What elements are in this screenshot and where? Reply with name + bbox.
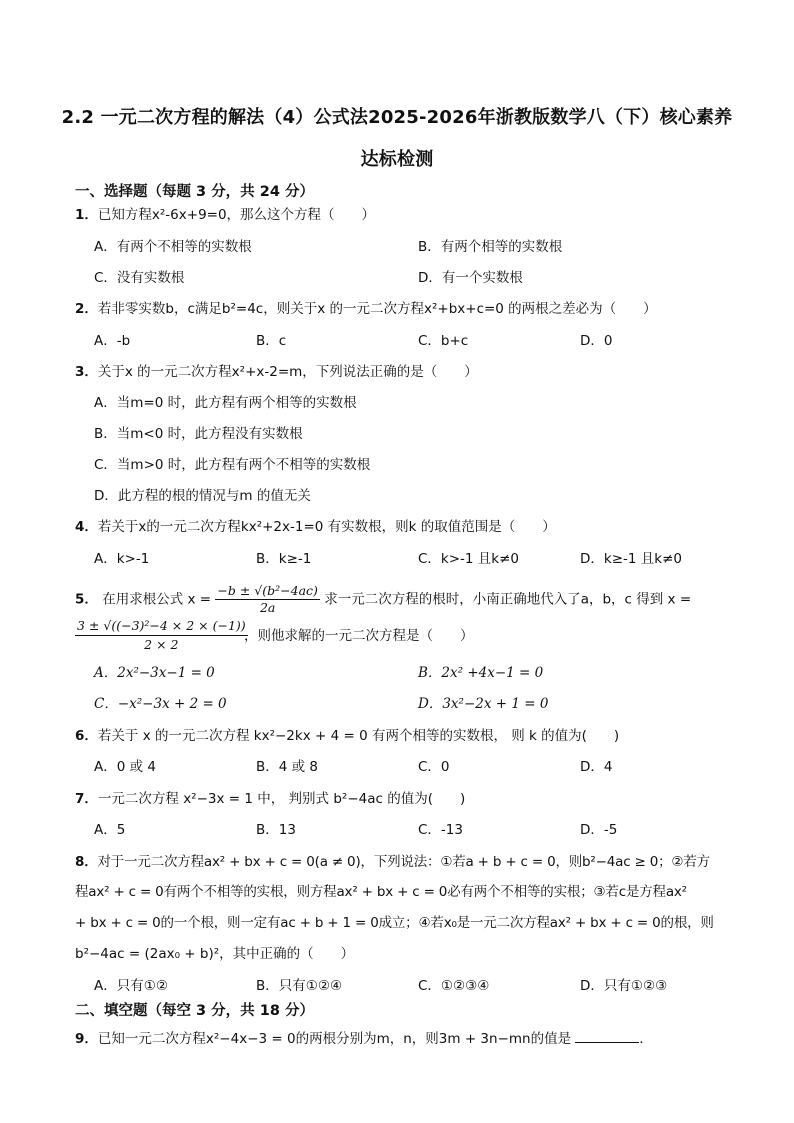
question-9 (75, 1028, 735, 1049)
substituted-denominator: 2 × 2 (144, 637, 179, 652)
q6-option-c: C．0 (418, 759, 450, 775)
question-number: 3． (75, 364, 98, 380)
q5-option-a: A．2x²−3x−1 = 0 (94, 665, 215, 681)
question-8 (75, 852, 735, 872)
page-title-line2: 达标检测 (360, 149, 434, 170)
question-text: 若非零实数b，c满足b²=4c，则关于x 的一元二次方程x²+bx+c=0 的两根之差必为（ ） (97, 301, 657, 317)
q8-option-b: B．只有①②④ (256, 978, 343, 994)
question-end: ． (639, 1031, 653, 1047)
question-number: 5． (75, 591, 98, 608)
question-text-line1: 对于一元二次方程ax² + bx + c = 0(a ≠ 0)，下列说法：①若a + b + c = 0，则b²−4ac ≥ 0；②若方 (97, 854, 710, 870)
question-number: 7． (75, 791, 98, 807)
question-text: 关于x 的一元二次方程x²+x-2=m，下列说法正确的是（ ） (97, 364, 478, 380)
page-title: 2.2 一元二次方程的解法（4）公式法2025-2026年浙教版数学八（下）核心素养 (61, 107, 733, 128)
question-text-mid: 求一元二次方程的根时，小南正确地代入了a，b，c 得到 x = (324, 591, 692, 608)
question-3 (75, 362, 735, 382)
q1-option-b: B．有两个相等的实数根 (418, 239, 563, 255)
question-text-tail: ，则他求解的一元二次方程是（ ） (244, 628, 474, 644)
q2-option-d: D．0 (580, 333, 613, 349)
question-text: 已知一元二次方程x²−4x−3 = 0的两根分别为m，n，则3m + 3n−mn的值是 (97, 1031, 572, 1047)
q8-option-c: C．①②③④ (418, 978, 490, 994)
substituted-numerator: 3 ± √((−3)²−4 × 2 × (−1)) (75, 617, 248, 636)
q3-option-a: A．当m=0 时，此方程有两个相等的实数根 (94, 395, 357, 411)
question-7 (75, 789, 735, 809)
q4-option-b: B．k≥-1 (256, 551, 312, 567)
q6-option-b: B．4 或 8 (256, 759, 319, 775)
q7-option-d: D．-5 (580, 822, 618, 838)
question-text: 一元二次方程 x²−3x = 1 中， 判别式 b²−4ac 的值为( ) (97, 791, 466, 807)
q3-option-b: B．当m<0 时，此方程没有实数根 (94, 426, 303, 442)
section-fill-heading: 二、填空题（每空 3 分，共 18 分） (75, 1003, 314, 1019)
question-6 (75, 726, 735, 746)
question-5 (75, 583, 735, 616)
q6-option-a: A．0 或 4 (94, 759, 156, 775)
question-1 (75, 205, 735, 225)
question-number: 8． (75, 854, 98, 870)
q4-option-d: D．k≥-1 且k≠0 (580, 551, 682, 567)
q3-option-d: D．此方程的根的情况与m 的值无关 (94, 488, 311, 504)
q2-option-b: B．c (256, 333, 287, 349)
question-8-line3: + bx + c = 0的一个根，则一定有ac + b + 1 = 0成立；④若x₀是一元二次方程ax² + bx + c = 0的根，则 (75, 915, 714, 931)
q2-option-c: C．b+c (418, 333, 469, 349)
q4-option-a: A．k>-1 (94, 551, 150, 567)
question-8-line2: 程ax² + c = 0有两个不相等的实根，则方程ax² + bx + c = 0必有两个不相等的实根；③若c是方程ax² (75, 884, 687, 900)
q1-option-c: C．没有实数根 (94, 270, 185, 286)
q7-option-a: A．5 (94, 822, 126, 838)
question-number: 6． (75, 728, 98, 744)
section-choice-heading: 一、选择题（每题 3 分，共 24 分） (75, 184, 314, 200)
question-number: 2． (75, 301, 98, 317)
question-4 (75, 517, 735, 537)
q5-option-d: D．3x²−2x + 1 = 0 (418, 696, 549, 712)
question-8-line4: b²−4ac = (2ax₀ + b)²，其中正确的（ ） (75, 946, 355, 962)
question-text-pre: 在用求根公式 x = (102, 591, 212, 608)
q5-option-c: C．−x²−3x + 2 = 0 (94, 696, 227, 712)
answer-blank[interactable] (575, 1028, 639, 1043)
formula-denominator: 2a (259, 600, 276, 615)
formula-numerator: −b ± √(b²−4ac) (217, 583, 318, 598)
q8-option-d: D．只有①②③ (580, 978, 668, 994)
question-2 (75, 299, 735, 319)
q2-option-a: A．-b (94, 333, 131, 349)
q7-option-b: B．13 (256, 822, 296, 838)
q1-option-d: D．有一个实数根 (418, 270, 523, 286)
q4-option-c: C．k>-1 且k≠0 (418, 551, 520, 567)
question-number: 1． (75, 207, 98, 223)
q3-option-c: C．当m>0 时，此方程有两个不相等的实数根 (94, 457, 371, 473)
q7-option-c: C．-13 (418, 822, 463, 838)
q5-option-b: B．2x² +4x−1 = 0 (418, 665, 544, 681)
q6-option-d: D．4 (580, 759, 613, 775)
substituted-formula (75, 617, 248, 654)
question-text: 已知方程x²-6x+9=0，那么这个方程（ ） (97, 207, 376, 223)
quadratic-formula (215, 583, 320, 616)
question-number: 9． (75, 1031, 98, 1047)
q1-option-a: A．有两个不相等的实数根 (94, 239, 252, 255)
q8-option-a: A．只有①② (94, 978, 168, 994)
question-number: 4． (75, 519, 98, 535)
question-text: 若关于 x 的一元二次方程 kx²−2kx + 4 = 0 有两个相等的实数根， 则 k 的值为( ) (97, 728, 620, 744)
question-text: 若关于x的一元二次方程kx²+2x-1=0 有实数根，则k 的取值范围是（ ） (97, 519, 556, 535)
